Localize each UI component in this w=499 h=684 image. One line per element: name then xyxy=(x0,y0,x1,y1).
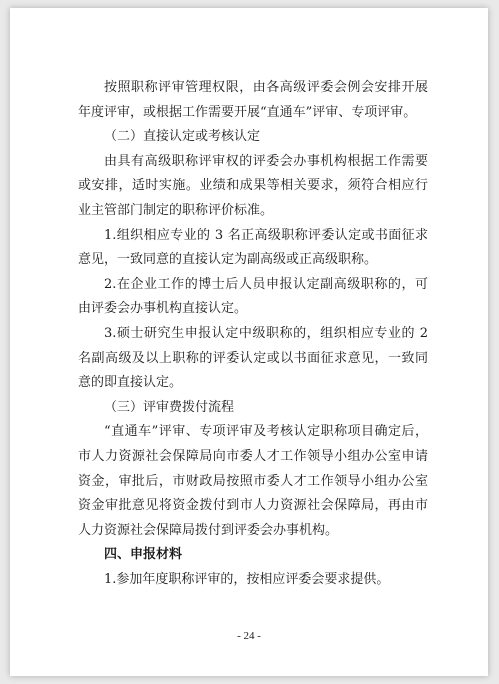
document-page xyxy=(10,8,488,676)
paragraph-item-3: 3.硕士研究生申报认定中级职称的，组织相应专业的 2 名副高级及以上职称的评委认定或以书面征求意见，一致同意的即直接认定。 xyxy=(78,325,428,391)
paragraph-materials-item-1: 1.参加年度职称评审的，按相应评委会要求提供。 xyxy=(104,571,390,587)
paragraph-fee-process: “直通车”评审、专项评审及考核认定职称项目确定后，市人力资源社会保障局向市委人才工作领导小组办公室申请资金，审批后，市财政局按照市委人才工作领导小组办公室资金审批意见将资金拨付到市人力资源社会保障局，再由市人力资源社会保障局拨付到评委会办事机构。 xyxy=(78,424,428,538)
document-body xyxy=(78,76,428,592)
section-heading-application-materials: 四、申报材料 xyxy=(104,547,183,563)
paragraph-evaluation-authority: 按照职称评审管理权限，由各高级评委会例会安排开展年度评审，或根据工作需要开展“直通车”评审、专项评审。 xyxy=(78,80,428,120)
paragraph-item-1: 1.组织相应专业的 3 名正高级职称评委认定或书面征求意见，一致同意的直接认定为副高级或正高级职称。 xyxy=(78,227,428,268)
paragraph-item-2: 2.在企业工作的博士后人员申报认定副高级职称的，可由评委会办事机构直接认定。 xyxy=(78,276,428,317)
page-number: - 24 - xyxy=(237,630,261,642)
paragraph-recognition-office: 由具有高级职称评审权的评委会办事机构根据工作需要或安排，适时实施。业绩和成果等相关要求，须符合相应行业主管部门制定的职称评价标准。 xyxy=(78,153,428,218)
heading-fee-process: （三）评审费拨付流程 xyxy=(104,399,235,415)
heading-direct-recognition: （二）直接认定或考核认定 xyxy=(104,129,261,145)
